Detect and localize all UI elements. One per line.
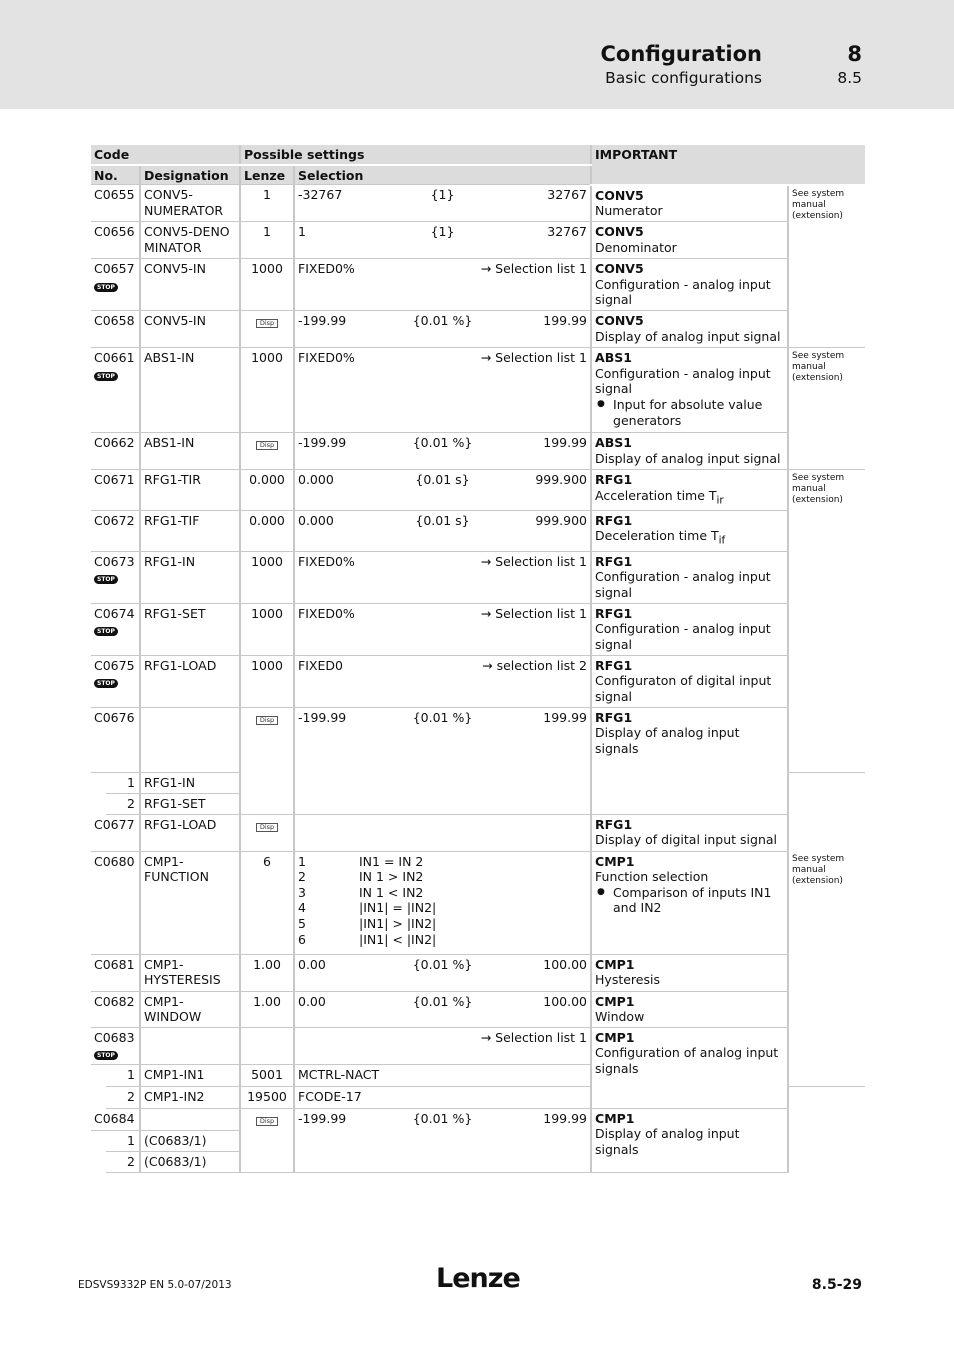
description: Display of analog input signal — [595, 328, 781, 344]
selection-cell — [294, 510, 591, 551]
selection-min — [298, 1030, 368, 1046]
selection-cell — [294, 954, 591, 991]
lenze-cell: 6 — [240, 851, 294, 954]
designation-cell: RFG1-TIF — [140, 510, 240, 551]
table-row — [91, 222, 865, 259]
display-only-icon: Disp — [256, 1117, 278, 1126]
selection-min: 0.00 — [298, 956, 326, 972]
selection-max: 199.99 — [543, 1110, 588, 1126]
designation-cell: RFG1-TIR — [140, 470, 240, 511]
function-block: CONV5 — [595, 261, 644, 277]
code-number: C0672 — [94, 512, 135, 528]
designation-cell — [140, 1108, 240, 1130]
indent-cell — [91, 1130, 106, 1151]
function-number: 4 — [298, 900, 306, 916]
doc-id: EDSVS9332P EN 5.0-07/2013 — [78, 1279, 232, 1291]
table-row — [91, 348, 865, 433]
selection-range — [298, 554, 587, 570]
selection-step: {0.01 %} — [412, 313, 473, 329]
selection-cell — [294, 222, 591, 259]
selection-step — [368, 350, 481, 366]
function-block: RFG1 — [595, 816, 633, 832]
function-block: RFG1 — [595, 709, 633, 725]
system-manual-note: See system manual (extension) — [788, 348, 865, 470]
table-row — [91, 510, 865, 551]
selection-min: 0.00 — [298, 993, 326, 1009]
code-number: C0655 — [94, 187, 135, 203]
selection-step: {0.01 %} — [412, 435, 473, 451]
chapter-number: 8 — [847, 42, 862, 66]
function-label: IN 1 > IN2 — [359, 869, 424, 885]
code-cell — [91, 707, 140, 772]
lenze-cell: 1 — [240, 222, 294, 259]
code-number: C0680 — [94, 853, 135, 869]
selection-step — [368, 658, 482, 674]
bullet-item: ● Input for absolute value generators — [595, 397, 784, 428]
description: Configuraton of digital input signal — [595, 673, 772, 704]
code-cell — [91, 470, 140, 511]
display-only-icon: Disp — [256, 319, 278, 328]
subcode-designation: (C0683/1) — [140, 1151, 240, 1172]
important-cell — [591, 433, 788, 470]
selection-range — [298, 313, 587, 329]
lenze-cell: 1.00 — [240, 991, 294, 1027]
subcode-lenze: 19500 — [240, 1086, 294, 1108]
lenze-cell — [240, 814, 294, 851]
description: Configuration - analog input signal — [595, 569, 771, 600]
selection-cell — [294, 707, 591, 814]
code-cell — [91, 954, 140, 991]
designation-cell: CMP1-HYSTERESIS — [140, 954, 240, 991]
function-block: RFG1 — [595, 605, 633, 621]
function-block: RFG1 — [595, 553, 633, 569]
indent-cell — [91, 772, 106, 793]
table-row — [91, 551, 865, 603]
code-number: C0656 — [94, 224, 135, 240]
table-row — [91, 311, 865, 348]
stop-icon: STOP — [94, 283, 118, 292]
function-block: ABS1 — [595, 435, 632, 451]
function-block: CONV5 — [595, 313, 644, 329]
selection-step — [368, 1030, 481, 1046]
description-subscript: if — [718, 534, 726, 547]
selection-cell — [294, 603, 591, 655]
important-cell — [591, 551, 788, 603]
description: Configuration - analog input signal — [595, 276, 771, 308]
function-number: 6 — [298, 931, 306, 947]
important-cell — [591, 814, 788, 851]
selection-step — [368, 261, 481, 277]
selection-cell — [294, 259, 591, 311]
function-block: CMP1 — [595, 993, 635, 1009]
selection-max: → Selection list 1 — [480, 1029, 588, 1045]
lenze-cell: 1000 — [240, 655, 294, 707]
selection-cell — [294, 655, 591, 707]
code-cell — [91, 603, 140, 655]
selection-cell — [294, 851, 591, 954]
lenze-logo: Lenze — [436, 1263, 520, 1294]
important-cell — [591, 259, 788, 311]
selection-range — [298, 435, 587, 451]
selection-range — [298, 994, 587, 1010]
table-row — [91, 851, 865, 954]
code-cell — [91, 551, 140, 603]
stop-icon: STOP — [94, 679, 118, 688]
selection-max: → Selection list 1 — [480, 553, 588, 569]
header-no: No. — [91, 165, 140, 185]
code-number: C0657 — [94, 261, 135, 277]
selection-step: {1} — [430, 187, 455, 203]
selection-min: FIXED0% — [298, 605, 355, 621]
selection-max: 32767 — [547, 187, 588, 203]
designation-cell: CONV5-NUMERATOR — [140, 185, 240, 222]
section-number: 8.5 — [837, 69, 862, 87]
selection-max: 999.900 — [535, 512, 588, 528]
selection-min: -199.99 — [298, 313, 347, 329]
selection-cell — [294, 311, 591, 348]
selection-cell — [294, 348, 591, 433]
lenze-cell: 1000 — [240, 259, 294, 311]
bullet-item: ● Comparison of inputs IN1 and IN2 — [595, 885, 784, 916]
table-row — [91, 259, 865, 311]
code-cell — [91, 510, 140, 551]
indent-cell — [91, 1151, 106, 1172]
selection-max: → Selection list 1 — [480, 261, 588, 277]
selection-step: {0.01 %} — [412, 993, 473, 1009]
selection-max: 32767 — [547, 224, 588, 240]
function-block: RFG1 — [595, 472, 633, 488]
selection-range — [298, 710, 587, 726]
selection-range — [298, 261, 587, 277]
selection-min: 0.000 — [298, 512, 334, 528]
table-row — [91, 991, 865, 1027]
code-number: C0675 — [94, 657, 135, 673]
important-cell — [591, 348, 788, 433]
selection-cell — [294, 1027, 591, 1064]
code-cell — [91, 1108, 140, 1130]
function-block: CMP1 — [595, 956, 635, 972]
code-number: C0682 — [94, 993, 135, 1009]
table-row — [91, 1027, 865, 1064]
table-row — [91, 603, 865, 655]
function-label: IN1 = IN 2 — [359, 853, 424, 869]
subcode-designation: CMP1-IN2 — [140, 1086, 240, 1108]
selection-max: → Selection list 1 — [480, 605, 588, 621]
selection-cell — [294, 551, 591, 603]
function-block: CMP1 — [595, 1029, 635, 1045]
lenze-cell: 0.000 — [240, 510, 294, 551]
description: Display of digital input signal — [595, 832, 778, 848]
code-cell — [91, 259, 140, 311]
description: Display of analog input signals — [595, 1126, 740, 1157]
important-cell — [591, 603, 788, 655]
code-number: C0658 — [94, 313, 135, 329]
designation-cell: CMP1-FUNCTION — [140, 851, 240, 954]
selection-step — [368, 606, 481, 622]
important-cell — [591, 954, 788, 991]
selection-step: {0.01 s} — [415, 472, 470, 488]
table-row — [91, 433, 865, 470]
code-cell — [91, 991, 140, 1027]
lenze-cell — [240, 1108, 294, 1172]
lenze-cell: 1000 — [240, 603, 294, 655]
indent-cell — [91, 1086, 106, 1108]
selection-max: 199.99 — [543, 709, 588, 725]
description: Configuration - analog input signal — [595, 365, 771, 397]
designation-cell: RFG1-IN — [140, 551, 240, 603]
code-cell — [91, 1027, 140, 1064]
lenze-cell — [240, 707, 294, 814]
lenze-cell: 1.00 — [240, 954, 294, 991]
code-table — [91, 145, 865, 1173]
selection-max: 100.00 — [543, 956, 588, 972]
lenze-cell — [240, 433, 294, 470]
subcode-number: 2 — [106, 793, 140, 814]
function-block: CMP1 — [595, 853, 635, 869]
code-number: C0684 — [94, 1110, 135, 1126]
selection-max: → Selection list 1 — [480, 350, 588, 366]
important-cell — [591, 311, 788, 348]
description: Configuration - analog input signal — [595, 621, 771, 652]
description: Window — [595, 1009, 645, 1025]
designation-cell: RFG1-LOAD — [140, 814, 240, 851]
indent-cell — [91, 793, 106, 814]
code-cell — [91, 311, 140, 348]
header-designation: Designation — [140, 165, 240, 185]
lenze-cell — [240, 311, 294, 348]
stop-icon: STOP — [94, 627, 118, 636]
code-cell — [91, 348, 140, 433]
description: Acceleration time T — [595, 487, 717, 503]
system-manual-note: See system manual (extension) — [788, 185, 865, 348]
code-number: C0677 — [94, 816, 135, 832]
designation-cell: RFG1-SET — [140, 603, 240, 655]
selection-step: {1} — [430, 224, 455, 240]
stop-icon: STOP — [94, 575, 118, 584]
code-number: C0681 — [94, 956, 135, 972]
designation-cell: ABS1-IN — [140, 433, 240, 470]
display-only-icon: Disp — [256, 441, 278, 450]
subcode-selection: MCTRL-NACT — [294, 1064, 591, 1086]
stop-icon: STOP — [94, 1051, 118, 1060]
header-important: IMPORTANT — [591, 145, 865, 185]
code-cell — [91, 433, 140, 470]
lenze-cell: 1 — [240, 185, 294, 222]
system-manual-note: See system manual (extension) — [788, 470, 865, 772]
chapter-title: Configuration — [600, 42, 762, 66]
description: Denominator — [595, 239, 677, 255]
lenze-cell: 1000 — [240, 551, 294, 603]
indent-cell — [91, 1064, 106, 1086]
function-block: ABS1 — [595, 350, 632, 366]
page-number: 8.5-29 — [811, 1277, 862, 1293]
table-row — [91, 655, 865, 707]
selection-range — [298, 658, 587, 674]
code-cell — [91, 851, 140, 954]
selection-max: 100.00 — [543, 993, 588, 1009]
function-label: |IN1| < |IN2| — [359, 931, 437, 947]
description: Numerator — [595, 203, 663, 219]
designation-cell — [140, 1027, 240, 1064]
code-cell — [91, 655, 140, 707]
function-block: RFG1 — [595, 512, 633, 528]
selection-min: -199.99 — [298, 1110, 347, 1126]
important-cell — [591, 991, 788, 1027]
selection-range — [298, 187, 587, 203]
description: Deceleration time T — [595, 528, 719, 544]
subcode-number: 1 — [106, 1130, 140, 1151]
header-lenze: Lenze — [240, 165, 294, 185]
section-title: Basic configurations — [605, 69, 762, 87]
display-only-icon: Disp — [256, 716, 278, 725]
function-block: CMP1 — [595, 1110, 635, 1126]
description-subscript: ir — [716, 494, 724, 507]
designation-cell: CMP1-WINDOW — [140, 991, 240, 1027]
selection-cell — [294, 814, 591, 851]
selection-cell — [294, 991, 591, 1027]
important-cell — [591, 655, 788, 707]
important-cell — [591, 1108, 788, 1172]
function-number: 2 — [298, 869, 306, 885]
selection-min: FIXED0% — [298, 553, 355, 569]
selection-max: → selection list 2 — [482, 657, 588, 673]
subcode-lenze: 5001 — [240, 1064, 294, 1086]
selection-max: 199.99 — [543, 435, 588, 451]
function-number: 1 — [298, 853, 306, 869]
subcode-number: 1 — [106, 1064, 140, 1086]
selection-step — [368, 554, 481, 570]
selection-step: {0.01 %} — [412, 956, 473, 972]
code-number: C0673 — [94, 553, 135, 569]
subcode-number: 2 — [106, 1151, 140, 1172]
description: Display of analog input signals — [595, 725, 740, 756]
designation-cell: CONV5-IN — [140, 311, 240, 348]
selection-max: 999.900 — [535, 472, 588, 488]
function-number: 3 — [298, 884, 306, 900]
selection-step: {0.01 %} — [412, 1110, 473, 1126]
lenze-cell: 1000 — [240, 348, 294, 433]
subcode-designation: CMP1-IN1 — [140, 1064, 240, 1086]
selection-min: 0.000 — [298, 472, 334, 488]
selection-cell — [294, 1108, 591, 1172]
function-label: |IN1| = |IN2| — [359, 900, 437, 916]
function-number: 5 — [298, 915, 306, 931]
selection-range — [298, 957, 587, 973]
selection-cell — [294, 470, 591, 511]
table-row — [91, 954, 865, 991]
description: Function selection — [595, 869, 709, 885]
selection-max: 199.99 — [543, 313, 588, 329]
code-number: C0676 — [94, 709, 135, 725]
selection-range — [298, 350, 587, 366]
stop-icon: STOP — [94, 372, 118, 381]
table-row — [91, 185, 865, 222]
selection-min: -199.99 — [298, 435, 347, 451]
function-block: CONV5 — [595, 224, 644, 240]
header-possible: Possible settings — [240, 145, 591, 165]
description: Hysteresis — [595, 972, 660, 988]
subcode-designation: RFG1-SET — [140, 793, 240, 814]
code-number: C0671 — [94, 472, 135, 488]
designation-cell: RFG1-LOAD — [140, 655, 240, 707]
function-label: |IN1| > |IN2| — [359, 915, 437, 931]
display-only-icon: Disp — [256, 823, 278, 832]
subcode-designation: (C0683/1) — [140, 1130, 240, 1151]
subcode-number: 1 — [106, 772, 140, 793]
table-row — [91, 470, 865, 511]
important-cell — [591, 510, 788, 551]
header-selection: Selection — [294, 165, 591, 185]
header-band — [0, 0, 954, 109]
system-manual-note: See system manual (extension) — [788, 851, 865, 1086]
selection-range — [298, 1111, 587, 1127]
subcode-selection: FCODE-17 — [294, 1086, 591, 1108]
important-cell — [591, 851, 788, 954]
function-label: IN 1 < IN2 — [359, 884, 424, 900]
selection-min: FIXED0 — [298, 657, 343, 673]
selection-cell — [294, 433, 591, 470]
selection-range — [298, 513, 587, 529]
description: Configuration of analog input signals — [595, 1045, 779, 1076]
code-number: C0683 — [94, 1029, 135, 1045]
code-number: C0674 — [94, 605, 135, 621]
lenze-cell — [240, 1027, 294, 1064]
designation-cell — [140, 707, 240, 772]
selection-range — [298, 1030, 587, 1046]
function-block: RFG1 — [595, 657, 633, 673]
header-code: Code — [91, 145, 240, 165]
important-cell — [591, 1027, 788, 1108]
designation-cell: CONV5-DENO MINATOR — [140, 222, 240, 259]
selection-min: FIXED0% — [298, 350, 355, 366]
selection-min: FIXED0% — [298, 261, 355, 277]
subcode-number: 2 — [106, 1086, 140, 1108]
header-row-1 — [91, 145, 865, 165]
important-cell — [591, 707, 788, 814]
description: Display of analog input signal — [595, 450, 781, 466]
selection-min: -32767 — [298, 187, 343, 203]
code-number: C0662 — [94, 435, 135, 451]
lenze-cell: 0.000 — [240, 470, 294, 511]
important-cell — [591, 222, 788, 259]
selection-range — [298, 472, 587, 488]
selection-step: {0.01 s} — [415, 512, 470, 528]
subcode-designation: RFG1-IN — [140, 772, 240, 793]
designation-cell: CONV5-IN — [140, 259, 240, 311]
table-row — [91, 814, 865, 851]
selection-min: 1 — [298, 224, 306, 240]
code-cell — [91, 222, 140, 259]
selection-range — [298, 224, 587, 240]
function-list — [298, 854, 587, 948]
table-row — [91, 1108, 865, 1130]
designation-cell: ABS1-IN — [140, 348, 240, 433]
table-row — [91, 707, 865, 772]
code-cell — [91, 185, 140, 222]
important-cell — [591, 185, 788, 222]
selection-range — [298, 606, 587, 622]
selection-min: -199.99 — [298, 709, 347, 725]
function-block: CONV5 — [595, 187, 644, 203]
code-number: C0661 — [94, 350, 135, 366]
code-cell — [91, 814, 140, 851]
selection-cell — [294, 185, 591, 222]
important-cell — [591, 470, 788, 511]
selection-step: {0.01 %} — [412, 709, 473, 725]
